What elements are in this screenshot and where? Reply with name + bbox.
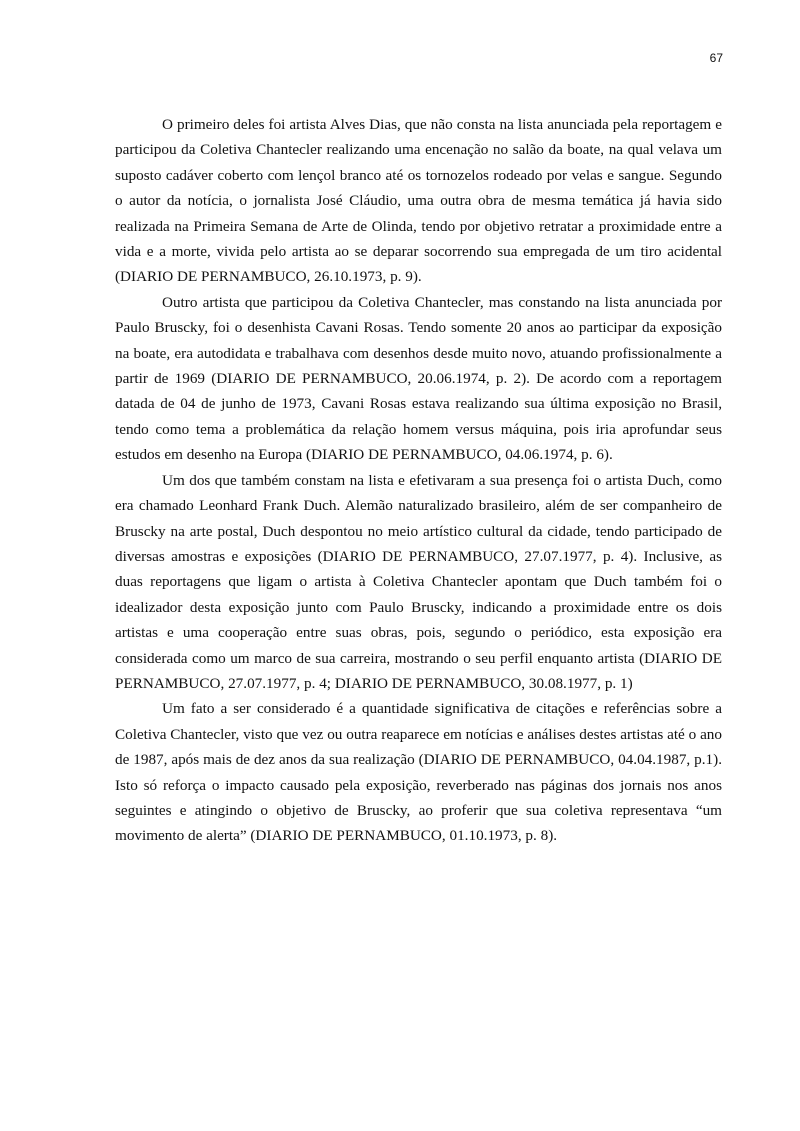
- paragraph-impact: Um fato a ser considerado é a quantidade significativa de citações e referências sobre a Coletiva Chantecler, visto que vez ou outra reaparece em notícias e análises destes artistas até o ano de 1987, após mais de dez anos da sua realização (DIARIO DE PERNAMBUCO, 04.04.1987, p.1). Isto só reforça o impacto causado pela exposição, reverberado nas páginas dos jornais nos anos seguintes e atingindo o objetivo de Bruscky, ao proferir que sua coletiva representava “um movimento de alerta” (DIARIO DE PERNAMBUCO, 01.10.1973, p. 8).: [115, 700, 722, 845]
- paragraph-cavani-rosas: Outro artista que participou da Coletiva Chantecler, mas constando na lista anunciada por Paulo Bruscky, foi o desenhista Cavani Rosas. Tendo somente 20 anos ao participar da exposição na boate, era autodidata e trabalhava com desenhos desde muito novo, atuando profissionalmente a partir de 1969 (DIARIO DE PERNAMBUCO, 20.06.1974, p. 2). De acordo com a reportagem datada de 04 de junho de 1973, Cavani Rosas estava realizando sua última exposição no Brasil, tendo como tema a problemática da relação homem versus máquina, pois iria aprofundar seus estudos em desenho na Europa (DIARIO DE PERNAMBUCO, 04.06.1974, p. 6).: [115, 293, 722, 464]
- body-text: [115, 112, 722, 849]
- paragraph-duch: Um dos que também constam na lista e efetivaram a sua presença foi o artista Duch, como era chamado Leonhard Frank Duch. Alemão naturalizado brasileiro, além de ser companheiro de Bruscky na arte postal, Duch despontou no meio artístico cultural da cidade, tendo participado de diversas amostras e exposições (DIARIO DE PERNAMBUCO, 27.07.1977, p. 4). Inclusive, as duas reportagens que ligam o artista à Coletiva Chantecler apontam que Duch também foi o idealizador desta exposição junto com Paulo Bruscky, indicando a proximidade entre os dois artistas e uma cooperação entre suas obras, pois, segundo o periódico, esta exposição era considerada como um marco de sua carreira, mostrando o seu perfil enquanto artista (DIARIO DE PERNAMBUCO, 27.07.1977, p. 4; DIARIO DE PERNAMBUCO, 30.08.1977, p. 1): [115, 471, 722, 692]
- page-number: 67: [709, 51, 723, 65]
- paragraph-alves-dias: O primeiro deles foi artista Alves Dias, que não consta na lista anunciada pela reportagem e participou da Coletiva Chantecler realizando uma encenação no salão da boate, na qual velava um suposto cadáver coberto com lençol branco até os tornozelos rodeado por velas e sangue. Segundo o autor da notícia, o jornalista José Cláudio, uma outra obra de mesma temática já havia sido realizada na Primeira Semana de Arte de Olinda, tendo por objetivo retratar a proximidade entre a vida e a morte, vivida pelo artista ao se deparar socorrendo sua empregada de um tiro acidental (DIARIO DE PERNAMBUCO, 26.10.1973, p. 9).: [115, 116, 722, 286]
